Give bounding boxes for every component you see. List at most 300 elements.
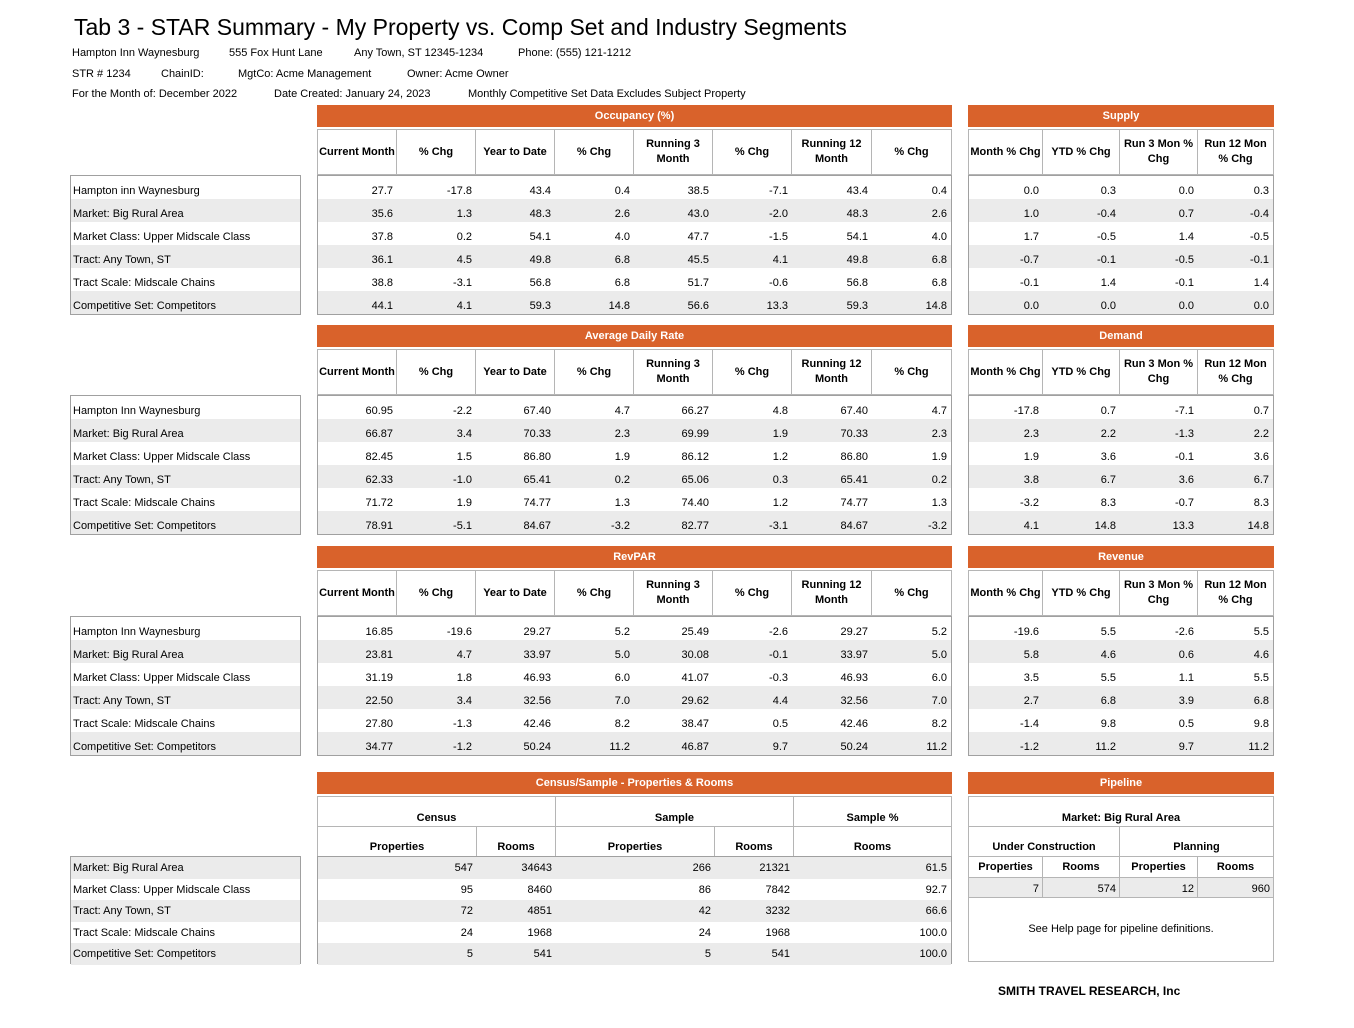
main-column-header: % Chg: [397, 571, 476, 615]
table-cell: 541: [533, 948, 552, 961]
table-cell: -0.4: [1097, 208, 1116, 220]
pipeline-uc-properties: Properties: [969, 857, 1043, 878]
table-cell: 5.2: [614, 626, 630, 638]
table-row: [71, 488, 300, 511]
table-cell: 49.8: [846, 254, 868, 266]
census-group-sample: Sample: [556, 797, 794, 827]
table-cell: 1.3: [456, 208, 472, 220]
table-cell: -3.2: [611, 520, 630, 532]
table-cell: 7.0: [931, 695, 947, 707]
row-label: Market: Big Rural Area: [73, 428, 184, 440]
table-cell: 4.6: [1253, 649, 1269, 661]
table-cell: 48.3: [529, 208, 551, 220]
owner: Owner: Acme Owner: [407, 68, 509, 80]
table-cell: 0.0: [1253, 300, 1269, 312]
table-cell: 4.1: [1023, 520, 1039, 532]
table-cell: 5.5: [1253, 626, 1269, 638]
pipeline-note: See Help page for pipeline definitions.: [1028, 923, 1214, 935]
table-row: [71, 396, 300, 419]
table-cell: 56.8: [529, 277, 551, 289]
census-label-box: [70, 856, 301, 964]
census-group-sample-pct: Sample %: [794, 797, 951, 827]
table-cell: -0.7: [1175, 497, 1194, 509]
table-row: [318, 199, 951, 222]
row-label: Competitive Set: Competitors: [73, 741, 217, 753]
table-cell: 6.8: [614, 277, 630, 289]
table-cell: 6.8: [931, 277, 947, 289]
table-cell: 1.4: [1178, 231, 1194, 243]
side-section-header: Demand: [968, 325, 1274, 347]
table-cell: -1.3: [453, 718, 472, 730]
footer-company: SMITH TRAVEL RESEARCH, Inc: [998, 984, 1181, 998]
main-column-header: Year to Date: [476, 130, 555, 174]
table-cell: 4851: [527, 905, 552, 918]
table-cell: 84.67: [523, 520, 551, 532]
table-row: [318, 245, 951, 268]
census-sub-properties: Properties: [318, 827, 477, 856]
table-cell: -17.8: [446, 185, 472, 197]
table-cell: 0.7: [1100, 405, 1116, 417]
table-cell: 4.8: [772, 405, 788, 417]
table-row: [969, 245, 1273, 268]
side-column-headers: [968, 349, 1274, 395]
table-cell: 35.6: [371, 208, 393, 220]
row-label: Market Class: Upper Midscale Class: [73, 231, 251, 243]
row-label-box: [70, 175, 301, 315]
main-column-header: % Chg: [894, 586, 929, 599]
table-cell: 266: [692, 862, 711, 874]
table-cell: 3.9: [1178, 695, 1194, 707]
pipeline-plan-rooms-value: 960: [1251, 883, 1270, 895]
table-row: [969, 419, 1273, 442]
report-month: For the Month of: December 2022: [72, 88, 238, 100]
main-column-header: % Chg: [555, 350, 634, 394]
table-cell: 1.8: [456, 672, 472, 684]
table-cell: 4.4: [772, 695, 788, 707]
table-cell: 0.5: [772, 718, 788, 730]
table-row: [71, 857, 300, 879]
table-row: [318, 488, 951, 511]
main-column-header: % Chg: [397, 130, 476, 174]
table-cell: 8.3: [1253, 497, 1269, 509]
table-cell: 0.0: [1178, 185, 1194, 197]
table-cell: 14.8: [1247, 520, 1269, 532]
row-label: Competitive Set: Competitors: [73, 300, 217, 312]
table-cell: 7842: [765, 883, 790, 896]
table-cell: 43.0: [687, 208, 709, 220]
table-cell: 1968: [765, 926, 790, 939]
side-column-header: Run 3 Mon % Chg: [1120, 350, 1198, 394]
row-label: Tract Scale: Midscale Chains: [73, 926, 216, 939]
side-section-header: Revenue: [968, 546, 1274, 568]
table-row: [318, 943, 951, 965]
table-cell: 21321: [759, 862, 790, 874]
table-row: [71, 732, 300, 755]
side-column-header: YTD % Chg: [1043, 130, 1120, 174]
table-cell: -1.0: [453, 474, 472, 486]
pipeline-value-row: [969, 878, 1273, 898]
table-row: [71, 511, 300, 534]
table-row: [71, 640, 300, 663]
row-label: Market Class: Upper Midscale Class: [73, 672, 251, 684]
table-cell: 42.46: [840, 718, 868, 730]
row-label: Tract: Any Town, ST: [73, 905, 171, 918]
table-cell: 22.50: [365, 695, 393, 707]
date-created: Date Created: January 24, 2023: [274, 88, 431, 100]
main-value-box: [317, 395, 952, 535]
table-cell: 6.7: [1100, 474, 1116, 486]
table-cell: 0.5: [1178, 718, 1194, 730]
table-row: [969, 686, 1273, 709]
main-value-box: [317, 175, 952, 315]
table-cell: 70.33: [840, 428, 868, 440]
pipeline-uc-properties-value: 7: [969, 878, 1043, 897]
table-cell: 8.3: [1100, 497, 1116, 509]
table-cell: 0.6: [1178, 649, 1194, 661]
table-cell: 66.27: [681, 405, 709, 417]
table-cell: -0.3: [769, 672, 788, 684]
row-label: Tract: Any Town, ST: [73, 695, 171, 707]
property-city: Any Town, ST 12345-1234: [354, 47, 484, 59]
census-group-census: Census: [318, 797, 556, 827]
table-row: [71, 419, 300, 442]
table-cell: 0.7: [1253, 405, 1269, 417]
pipeline-planning: Planning: [1173, 841, 1220, 853]
row-label-box: [70, 395, 301, 535]
table-cell: 38.8: [371, 277, 393, 289]
table-cell: 86.80: [840, 451, 868, 463]
table-cell: 100.0: [919, 948, 947, 961]
main-column-header: % Chg: [555, 571, 634, 615]
table-row: [969, 176, 1273, 199]
table-row: [71, 709, 300, 732]
table-cell: 2.2: [1253, 428, 1269, 440]
table-cell: 5.5: [1253, 672, 1269, 684]
table-row: [969, 511, 1273, 534]
table-cell: -2.6: [769, 626, 788, 638]
table-cell: 11.2: [926, 741, 947, 753]
table-cell: 50.24: [523, 741, 551, 753]
table-row: [318, 663, 951, 686]
side-column-header: Run 3 Mon % Chg: [1120, 571, 1198, 615]
table-cell: 32.56: [523, 695, 551, 707]
table-cell: 92.7: [925, 883, 947, 896]
table-row: [71, 686, 300, 709]
table-cell: -0.5: [1250, 231, 1269, 243]
table-cell: 14.8: [608, 300, 630, 312]
table-row: [71, 245, 300, 268]
table-cell: -0.1: [769, 649, 788, 661]
table-cell: 49.8: [529, 254, 551, 266]
side-value-box: [968, 616, 1274, 756]
table-cell: 74.40: [681, 497, 709, 509]
table-cell: 27.80: [365, 718, 393, 730]
pipeline-market: Market: Big Rural Area: [969, 797, 1273, 827]
table-cell: -1.5: [769, 231, 788, 243]
table-row: [318, 879, 951, 901]
table-row: [71, 176, 300, 199]
table-cell: 5: [704, 948, 711, 961]
side-column-headers: [968, 129, 1274, 175]
table-cell: 82.77: [681, 520, 709, 532]
main-column-header: Year to Date: [476, 571, 555, 615]
table-cell: 4.5: [456, 254, 472, 266]
table-row: [318, 419, 951, 442]
table-cell: 84.67: [840, 520, 868, 532]
table-cell: -0.5: [1097, 231, 1116, 243]
table-cell: 1.1: [1178, 672, 1194, 684]
table-cell: 1.0: [1023, 208, 1039, 220]
table-cell: 74.77: [523, 497, 551, 509]
table-cell: 67.40: [840, 405, 868, 417]
table-cell: 9.8: [1253, 718, 1269, 730]
main-column-header: Current Month: [318, 130, 397, 174]
table-cell: 5.2: [931, 626, 947, 638]
table-cell: 45.5: [687, 254, 709, 266]
side-value-box: [968, 395, 1274, 535]
side-column-header: Run 12 Mon % Chg: [1204, 138, 1267, 165]
table-cell: 60.95: [365, 405, 393, 417]
table-cell: 8.2: [614, 718, 630, 730]
table-cell: 54.1: [529, 231, 551, 243]
table-cell: 0.0: [1100, 300, 1116, 312]
table-cell: 8.2: [931, 718, 947, 730]
table-cell: -7.1: [1175, 405, 1194, 417]
table-cell: 61.5: [925, 862, 947, 874]
table-cell: 34643: [521, 862, 552, 874]
table-cell: 32.56: [840, 695, 868, 707]
row-label: Hampton Inn Waynesburg: [73, 626, 201, 638]
table-cell: 33.97: [840, 649, 868, 661]
side-column-header: Month % Chg: [969, 571, 1043, 615]
table-cell: 5.5: [1100, 672, 1116, 684]
table-row: [318, 617, 951, 640]
pipeline-header: Pipeline: [968, 772, 1274, 794]
table-cell: -0.6: [769, 277, 788, 289]
table-row: [318, 268, 951, 291]
row-label: Tract: Any Town, ST: [73, 474, 171, 486]
table-cell: -1.2: [1020, 741, 1039, 753]
row-label: Competitive Set: Competitors: [73, 948, 217, 961]
table-cell: 5.8: [1023, 649, 1039, 661]
main-section-header: Average Daily Rate: [317, 325, 952, 347]
table-row: [318, 640, 951, 663]
table-row: [71, 291, 300, 314]
table-cell: 31.19: [365, 672, 393, 684]
table-cell: -0.7: [1020, 254, 1039, 266]
row-label: Hampton inn Waynesburg: [73, 185, 200, 197]
pipeline-uc-rooms: Rooms: [1043, 857, 1120, 878]
table-row: [969, 442, 1273, 465]
table-row: [969, 396, 1273, 419]
main-section-header: Occupancy (%): [317, 105, 952, 127]
pipeline-uc-rooms-value: 574: [1043, 878, 1120, 897]
side-section-header: Supply: [968, 105, 1274, 127]
table-cell: 71.72: [365, 497, 393, 509]
table-row: [969, 199, 1273, 222]
table-cell: 86.12: [681, 451, 709, 463]
table-cell: 86: [698, 883, 711, 896]
property-name: Hampton Inn Waynesburg: [72, 47, 200, 59]
table-row: [71, 663, 300, 686]
side-value-box: [968, 175, 1274, 315]
table-cell: 3.6: [1253, 451, 1269, 463]
table-cell: 4.0: [931, 231, 947, 243]
table-cell: 2.6: [931, 208, 947, 220]
table-cell: 50.24: [840, 741, 868, 753]
table-cell: 46.93: [840, 672, 868, 684]
table-row: [318, 291, 951, 314]
table-cell: 1.3: [931, 497, 947, 509]
table-cell: 1.9: [772, 428, 788, 440]
table-cell: 8460: [527, 883, 552, 896]
table-row: [71, 617, 300, 640]
side-column-header: YTD % Chg: [1043, 350, 1120, 394]
table-cell: 6.8: [931, 254, 947, 266]
table-cell: -0.4: [1250, 208, 1269, 220]
table-cell: 0.2: [614, 474, 630, 486]
table-row: [969, 732, 1273, 755]
row-label: Hampton Inn Waynesburg: [73, 405, 201, 417]
table-cell: 5.0: [931, 649, 947, 661]
table-cell: 65.41: [523, 474, 551, 486]
row-label: Competitive Set: Competitors: [73, 520, 217, 532]
table-cell: 6.8: [614, 254, 630, 266]
table-row: [318, 511, 951, 534]
main-column-header: Running 12 Month: [792, 130, 872, 174]
table-cell: 62.33: [365, 474, 393, 486]
table-cell: -3.2: [928, 520, 947, 532]
table-cell: 29.27: [523, 626, 551, 638]
side-column-header: Run 12 Mon % Chg: [1204, 358, 1267, 385]
table-cell: 0.7: [1178, 208, 1194, 220]
table-cell: 9.7: [772, 741, 788, 753]
table-row: [318, 442, 951, 465]
table-cell: 37.8: [371, 231, 393, 243]
table-cell: -0.1: [1175, 451, 1194, 463]
table-cell: 2.3: [1023, 428, 1039, 440]
table-cell: 29.62: [681, 695, 709, 707]
side-column-header: YTD % Chg: [1043, 571, 1120, 615]
table-cell: 9.8: [1100, 718, 1116, 730]
table-cell: -2.6: [1175, 626, 1194, 638]
table-row: [969, 268, 1273, 291]
table-cell: 38.5: [687, 185, 709, 197]
table-cell: 42: [698, 905, 711, 918]
table-cell: 6.0: [931, 672, 947, 684]
table-row: [71, 879, 300, 901]
table-cell: 13.3: [1172, 520, 1194, 532]
table-cell: -0.1: [1097, 254, 1116, 266]
row-label: Tract Scale: Midscale Chains: [73, 277, 216, 289]
table-row: [318, 396, 951, 419]
table-row: [969, 640, 1273, 663]
table-cell: 66.87: [365, 428, 393, 440]
table-cell: 1.9: [456, 497, 472, 509]
main-column-header: Running 3 Month: [634, 571, 713, 615]
main-column-header: Running 12 Month: [792, 350, 872, 394]
pipeline-plan-properties: Properties: [1120, 857, 1198, 878]
table-row: [318, 922, 951, 944]
table-cell: 4.7: [614, 405, 630, 417]
table-row: [969, 663, 1273, 686]
table-cell: -19.6: [1013, 626, 1039, 638]
table-cell: 0.4: [931, 185, 947, 197]
table-cell: 3.6: [1178, 474, 1194, 486]
table-row: [318, 857, 951, 879]
table-cell: 2.3: [614, 428, 630, 440]
table-cell: -1.4: [1020, 718, 1039, 730]
table-cell: 4.7: [931, 405, 947, 417]
table-cell: 25.49: [681, 626, 709, 638]
table-cell: 56.6: [687, 300, 709, 312]
main-section-header: RevPAR: [317, 546, 952, 568]
table-cell: 66.6: [925, 905, 947, 918]
table-cell: 70.33: [523, 428, 551, 440]
table-cell: 54.1: [846, 231, 868, 243]
side-column-header: Month % Chg: [969, 350, 1043, 394]
table-row: [318, 900, 951, 922]
table-cell: 29.27: [840, 626, 868, 638]
str-number: STR # 1234: [72, 68, 131, 80]
table-cell: 3.5: [1023, 672, 1039, 684]
property-phone: Phone: (555) 121-1212: [518, 47, 632, 59]
table-cell: 1.2: [772, 497, 788, 509]
census-value-box: [317, 856, 952, 964]
table-cell: -17.8: [1013, 405, 1039, 417]
table-cell: 1968: [527, 926, 552, 939]
row-label: Market: Big Rural Area: [73, 649, 184, 661]
table-cell: 2.7: [1023, 695, 1039, 707]
table-cell: -3.1: [453, 277, 472, 289]
table-cell: 44.1: [371, 300, 393, 312]
table-row: [318, 732, 951, 755]
table-row: [71, 922, 300, 944]
table-row: [318, 465, 951, 488]
table-cell: 3.4: [456, 428, 472, 440]
table-cell: 86.80: [523, 451, 551, 463]
main-value-box: [317, 616, 952, 756]
table-cell: 11.2: [1248, 741, 1269, 753]
table-cell: 0.0: [1023, 300, 1039, 312]
table-cell: 78.91: [365, 520, 393, 532]
table-cell: 5.5: [1100, 626, 1116, 638]
table-row: [969, 291, 1273, 314]
table-cell: 59.3: [529, 300, 551, 312]
table-cell: 43.4: [529, 185, 551, 197]
table-cell: 13.3: [766, 300, 788, 312]
main-column-headers: [317, 349, 952, 395]
table-cell: 100.0: [919, 926, 947, 939]
pipeline-box: [968, 796, 1274, 962]
table-cell: -3.1: [769, 520, 788, 532]
census-header: Census/Sample - Properties & Rooms: [317, 772, 952, 794]
table-row: [71, 268, 300, 291]
table-cell: 95: [460, 883, 473, 896]
table-cell: 6.0: [614, 672, 630, 684]
main-column-header: Running 3 Month: [634, 130, 713, 174]
table-cell: 3232: [765, 905, 790, 918]
table-cell: 0.3: [1253, 185, 1269, 197]
table-cell: 38.47: [681, 718, 709, 730]
table-cell: 5: [466, 948, 473, 961]
table-cell: 3.4: [456, 695, 472, 707]
table-cell: 1.9: [1023, 451, 1039, 463]
table-cell: 6.8: [1253, 695, 1269, 707]
table-cell: 42.46: [523, 718, 551, 730]
table-cell: -2.0: [769, 208, 788, 220]
row-label: Market: Big Rural Area: [73, 862, 184, 874]
